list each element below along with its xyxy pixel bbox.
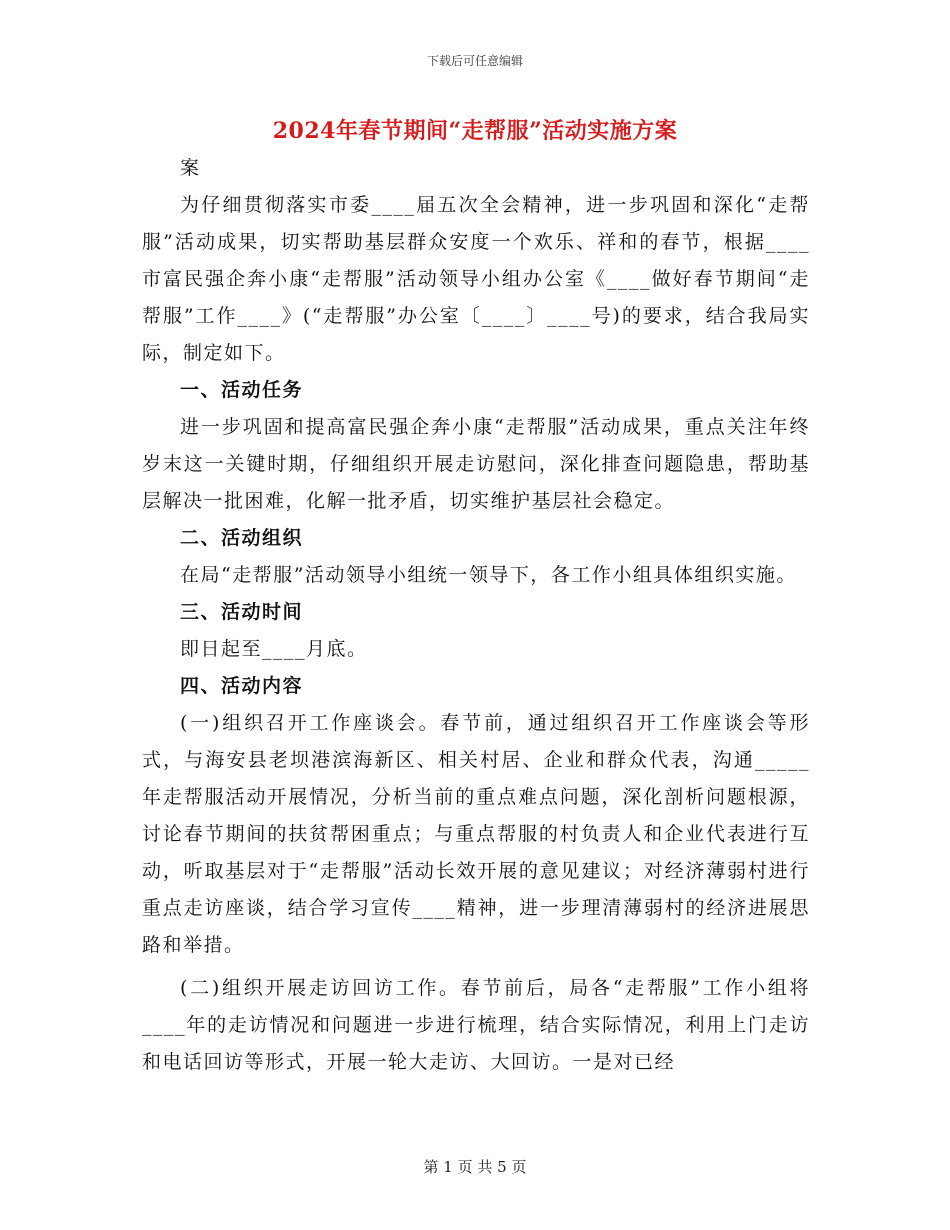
section-heading-content: 四、活动内容 <box>180 675 304 697</box>
paragraph-organization: 在局“走帮服”活动领导小组统一领导下，各工作小组具体组织实施。 <box>180 564 797 586</box>
document-title: 2024年春节期间“走帮服”活动实施方案 <box>272 118 678 144</box>
paragraph-intro: 为仔细贯彻落实市委____届五次全会精神，进一步巩固和深化“走帮服”活动成果，切实帮助基层群众安度一个欢乐、祥和的春节，根据____市富民强企奔小康“走帮服”活动领导小组办公室《____做好春节期间“走帮服”工作____》(“走帮服”办公室〔____〕____号)的要求，结合我局实际，制定如下。 <box>142 194 810 364</box>
section-heading-time: 三、活动时间 <box>180 601 304 623</box>
section-heading-tasks: 一、活动任务 <box>180 379 304 401</box>
paragraph-content-1: (一)组织召开工作座谈会。春节前，通过组织召开工作座谈会等形式，与海安县老坝港滨海新区、相关村居、企业和群众代表，沟通_____年走帮服活动开展情况，分析当前的重点难点问题，深化剖析问题根源，讨论春节期间的扶贫帮困重点；与重点帮服的村负责人和企业代表进行互动，听取基层对于“走帮服”活动长效开展的意见建议；对经济薄弱村进行重点走访座谈，结合学习宣传____精神，进一步理清薄弱村的经济进展思路和举措。 <box>142 712 810 956</box>
paragraph-content-2: (二)组织开展走访回访工作。春节前后，局各“走帮服”工作小组将____年的走访情况和问题进一步进行梳理，结合实际情况，利用上门走访和电话回访等形式，开展一轮大走访、大回访。一是对已经 <box>142 977 810 1073</box>
paragraph-time: 即日起至____月底。 <box>180 638 368 660</box>
section-heading-organization: 二、活动组织 <box>180 527 304 549</box>
page-footer: 第 1 页 共 5 页 <box>423 1158 527 1176</box>
header-note: 下载后可任意编辑 <box>426 54 523 68</box>
paragraph-tasks: 进一步巩固和提高富民强企奔小康“走帮服”活动成果，重点关注年终岁末这一关键时期，仔细组织开展走访慰问，深化排查问题隐患，帮助基层解决一批困难，化解一批矛盾，切实维护基层社会稳定。 <box>142 416 810 512</box>
document-body <box>142 150 810 1081</box>
paragraph-fragment: 案 <box>180 157 201 179</box>
